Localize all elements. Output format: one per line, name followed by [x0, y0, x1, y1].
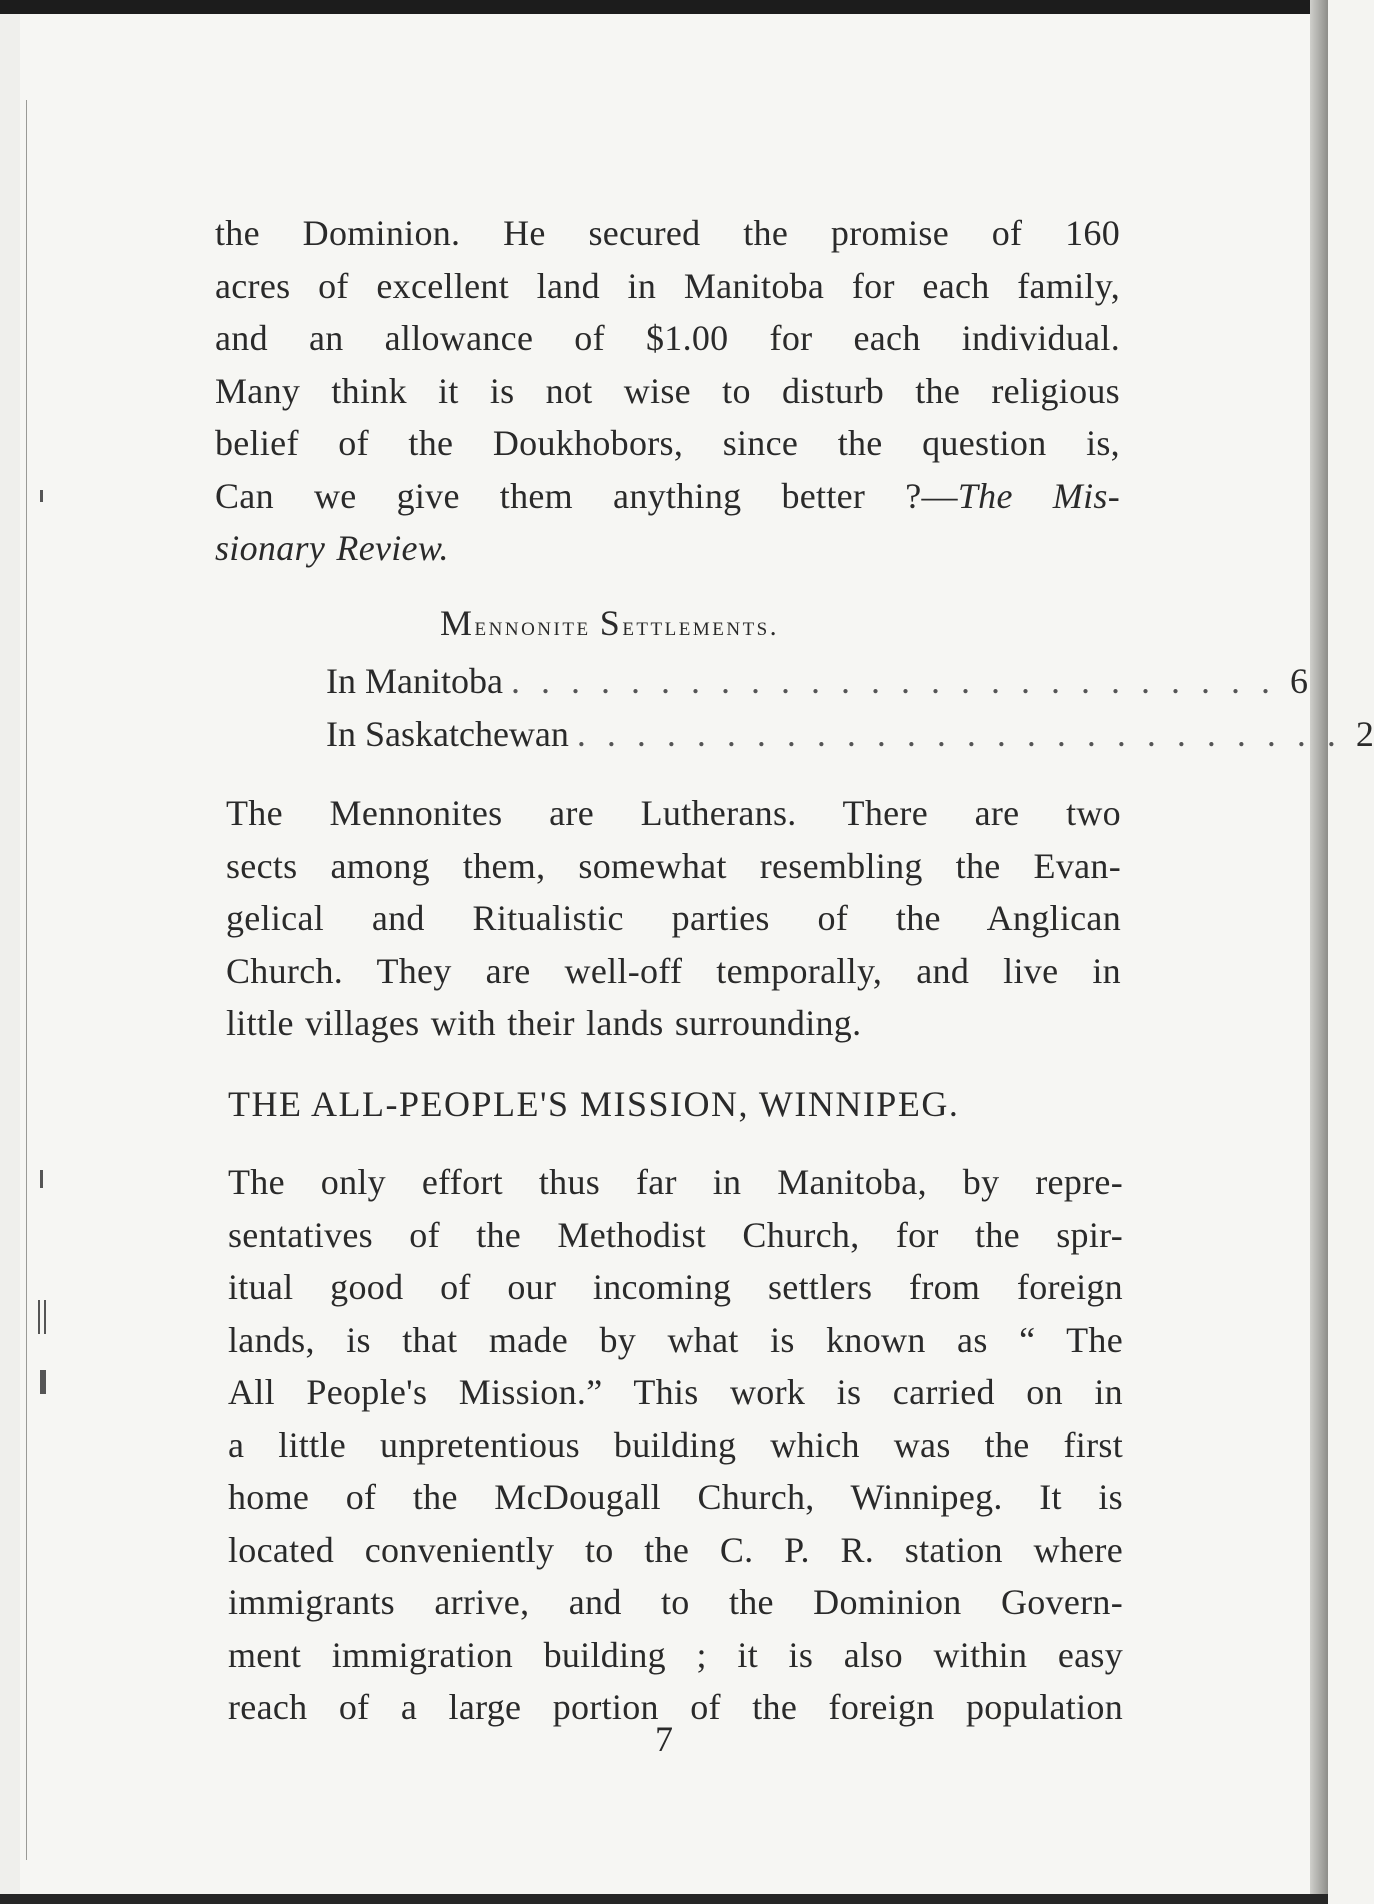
text-line: belief of the Doukhobors, since the question is, — [215, 423, 1120, 463]
text-line: lands, is that made by what is known as “ The — [228, 1319, 1123, 1360]
settlements-table — [326, 655, 1374, 761]
leader-dots: . . . . . . . . . . . . . . . . . . . . . . . . . . — [576, 714, 1342, 754]
text-line: acres of excellent land in Manitoba for each family, — [215, 265, 1120, 306]
heading-word: ettlements. — [622, 611, 780, 641]
settlement-row — [326, 708, 1374, 761]
text-line: home of the McDougall Church, Winnipeg. It is — [228, 1477, 1123, 1517]
text-line: itual good of our incoming settlers from foreign — [228, 1267, 1123, 1307]
text-line: and an allowance of $1.00 for each individual. — [215, 318, 1120, 358]
settlement-row — [326, 655, 1308, 708]
scan-speck — [38, 1300, 40, 1334]
heading-initial: M — [440, 603, 475, 643]
section-heading-all-peoples-mission: THE ALL-PEOPLE'S MISSION, WINNIPEG. — [228, 1084, 960, 1124]
scan-right-border — [1310, 0, 1328, 1904]
page-left-margin — [0, 0, 20, 1904]
text-line: located conveniently to the C. P. R. station where — [228, 1529, 1123, 1570]
text-fragment: Can we give them anything better ?— — [215, 475, 958, 516]
citation-source: sionary Review. — [215, 528, 449, 568]
scan-speck — [44, 1300, 46, 1334]
text-line-with-citation — [215, 470, 1120, 523]
heading-word: ennonite — [474, 611, 591, 641]
settlement-count: 6 — [1289, 661, 1308, 701]
scan-bottom-border — [0, 1894, 1328, 1904]
text-line: reach of a large portion of the foreign population — [228, 1687, 1123, 1727]
heading-initial: S — [599, 603, 623, 643]
text-line: immigrants arrive, and to the Dominion Govern- — [228, 1582, 1123, 1622]
text-line: gelical and Ritualistic parties of the Anglican — [226, 898, 1121, 938]
text-line: Church. They are well-off temporally, and live in — [226, 950, 1121, 991]
scan-speck — [40, 1170, 43, 1188]
binding-line — [26, 100, 27, 1860]
paragraph-all-peoples-mission — [228, 1156, 1123, 1734]
scan-speck — [40, 490, 43, 502]
text-line: The only effort thus far in Manitoba, by repre- — [228, 1162, 1123, 1202]
settlement-place: In Manitoba — [326, 661, 503, 701]
leader-dots: . . . . . . . . . . . . . . . . . . . . . . . . . . — [510, 661, 1276, 701]
text-line: ment immigration building ; it is also within easy — [228, 1634, 1123, 1675]
section-heading-mennonite-settlements — [440, 602, 779, 644]
citation-fragment: The Mis- — [957, 475, 1120, 516]
text-line: sentatives of the Methodist Church, for the spir- — [228, 1214, 1123, 1255]
text-line: a little unpretentious building which was the first — [228, 1424, 1123, 1465]
text-line: sects among them, somewhat resembling the Evan- — [226, 845, 1121, 886]
scan-top-border — [0, 0, 1328, 14]
text-line: little villages with their lands surrounding. — [226, 1003, 862, 1043]
page-number: 7 — [655, 1719, 673, 1759]
text-line: The Mennonites are Lutherans. There are two — [226, 793, 1121, 833]
text-line: the Dominion. He secured the promise of 160 — [215, 213, 1120, 253]
paragraph-doukhobors — [215, 207, 1120, 575]
text-line: Many think it is not wise to disturb the religious — [215, 370, 1120, 411]
settlement-count: 2 — [1355, 714, 1374, 754]
paragraph-mennonites — [226, 787, 1121, 1050]
settlement-place: In Saskatchewan — [326, 714, 569, 754]
scan-speck — [40, 1370, 46, 1394]
text-line: All People's Mission.” This work is carried on in — [228, 1372, 1123, 1412]
